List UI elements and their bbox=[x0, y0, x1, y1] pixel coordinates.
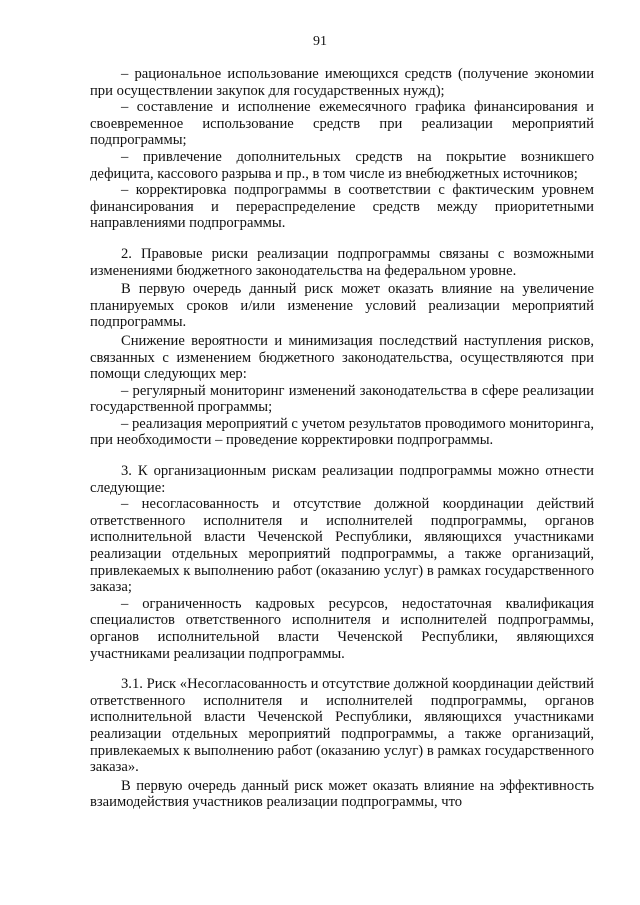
paragraph: – регулярный мониторинг изменений законодательства в сфере реализации государственной программы; bbox=[90, 382, 594, 416]
paragraph: 2. Правовые риски реализации подпрограммы связаны с возможными изменениями бюджетного законодательства на федеральном уровне. bbox=[90, 245, 594, 279]
paragraph: 3.1. Риск «Несогласованность и отсутствие должной координации действий ответственного исполнителя и исполнителей подпрограммы, органов исполнительной власти Чеченской Республики, являющихся участниками реализации отдельных мероприятий подпрограммы, а также организаций, привлекаемых к выполнению работ (оказанию услуг) в рамках государственного заказа». bbox=[90, 676, 594, 776]
paragraph: 3. К организационным рискам реализации подпрограммы можно отнести следующие: bbox=[90, 463, 594, 496]
paragraph: – реализация мероприятий с учетом результатов проводимого мониторинга, при необходимости – проведение корректировки подпрограммы. bbox=[90, 415, 594, 449]
paragraph: В первую очередь данный риск может оказать влияние на эффективность взаимодействия участников реализации подпрограммы, что bbox=[90, 777, 594, 811]
paragraph: Снижение вероятности и минимизация последствий наступления рисков, связанных с изменением бюджетного законодательства, осуществляются при помощи следующих мер: bbox=[90, 332, 594, 383]
paragraph: – рациональное использование имеющихся средств (получение экономии при осуществлении закупок для государственных нужд); bbox=[90, 66, 594, 99]
paragraph: – составление и исполнение ежемесячного графика финансирования и своевременное использование средств при реализации мероприятий подпрограммы; bbox=[90, 99, 594, 149]
paragraph: В первую очередь данный риск может оказать влияние на увеличение планируемых сроков и/или изменение условий реализации мероприятий подпрограммы. bbox=[90, 281, 594, 331]
paragraph: – корректировка подпрограммы в соответствии с фактическим уровнем финансирования и перераспределение средств между приоритетными направлениями подпрограммы. bbox=[90, 182, 594, 232]
document-body bbox=[90, 66, 594, 811]
page-number: 91 bbox=[313, 34, 327, 49]
paragraph: – привлечение дополнительных средств на покрытие возникшего дефицита, кассового разрыва и пр., в том числе из внебюджетных источников; bbox=[90, 148, 594, 182]
paragraph: – несогласованность и отсутствие должной координации действий ответственного исполнителя и исполнителей подпрограммы, органов исполнительной власти Чеченской Республики, являющихся участниками реализации отдельных мероприятий подпрограммы, а также организаций, привлекаемых к выполнению работ (оказанию услуг) в рамках государственного заказа; bbox=[90, 496, 594, 596]
paragraph: – ограниченность кадровых ресурсов, недостаточная квалификация специалистов ответственного исполнителя и исполнителей подпрограммы, органов исполнительной власти Чеченской Республики, являющихся участниками реализации подпрограммы. bbox=[90, 595, 594, 662]
